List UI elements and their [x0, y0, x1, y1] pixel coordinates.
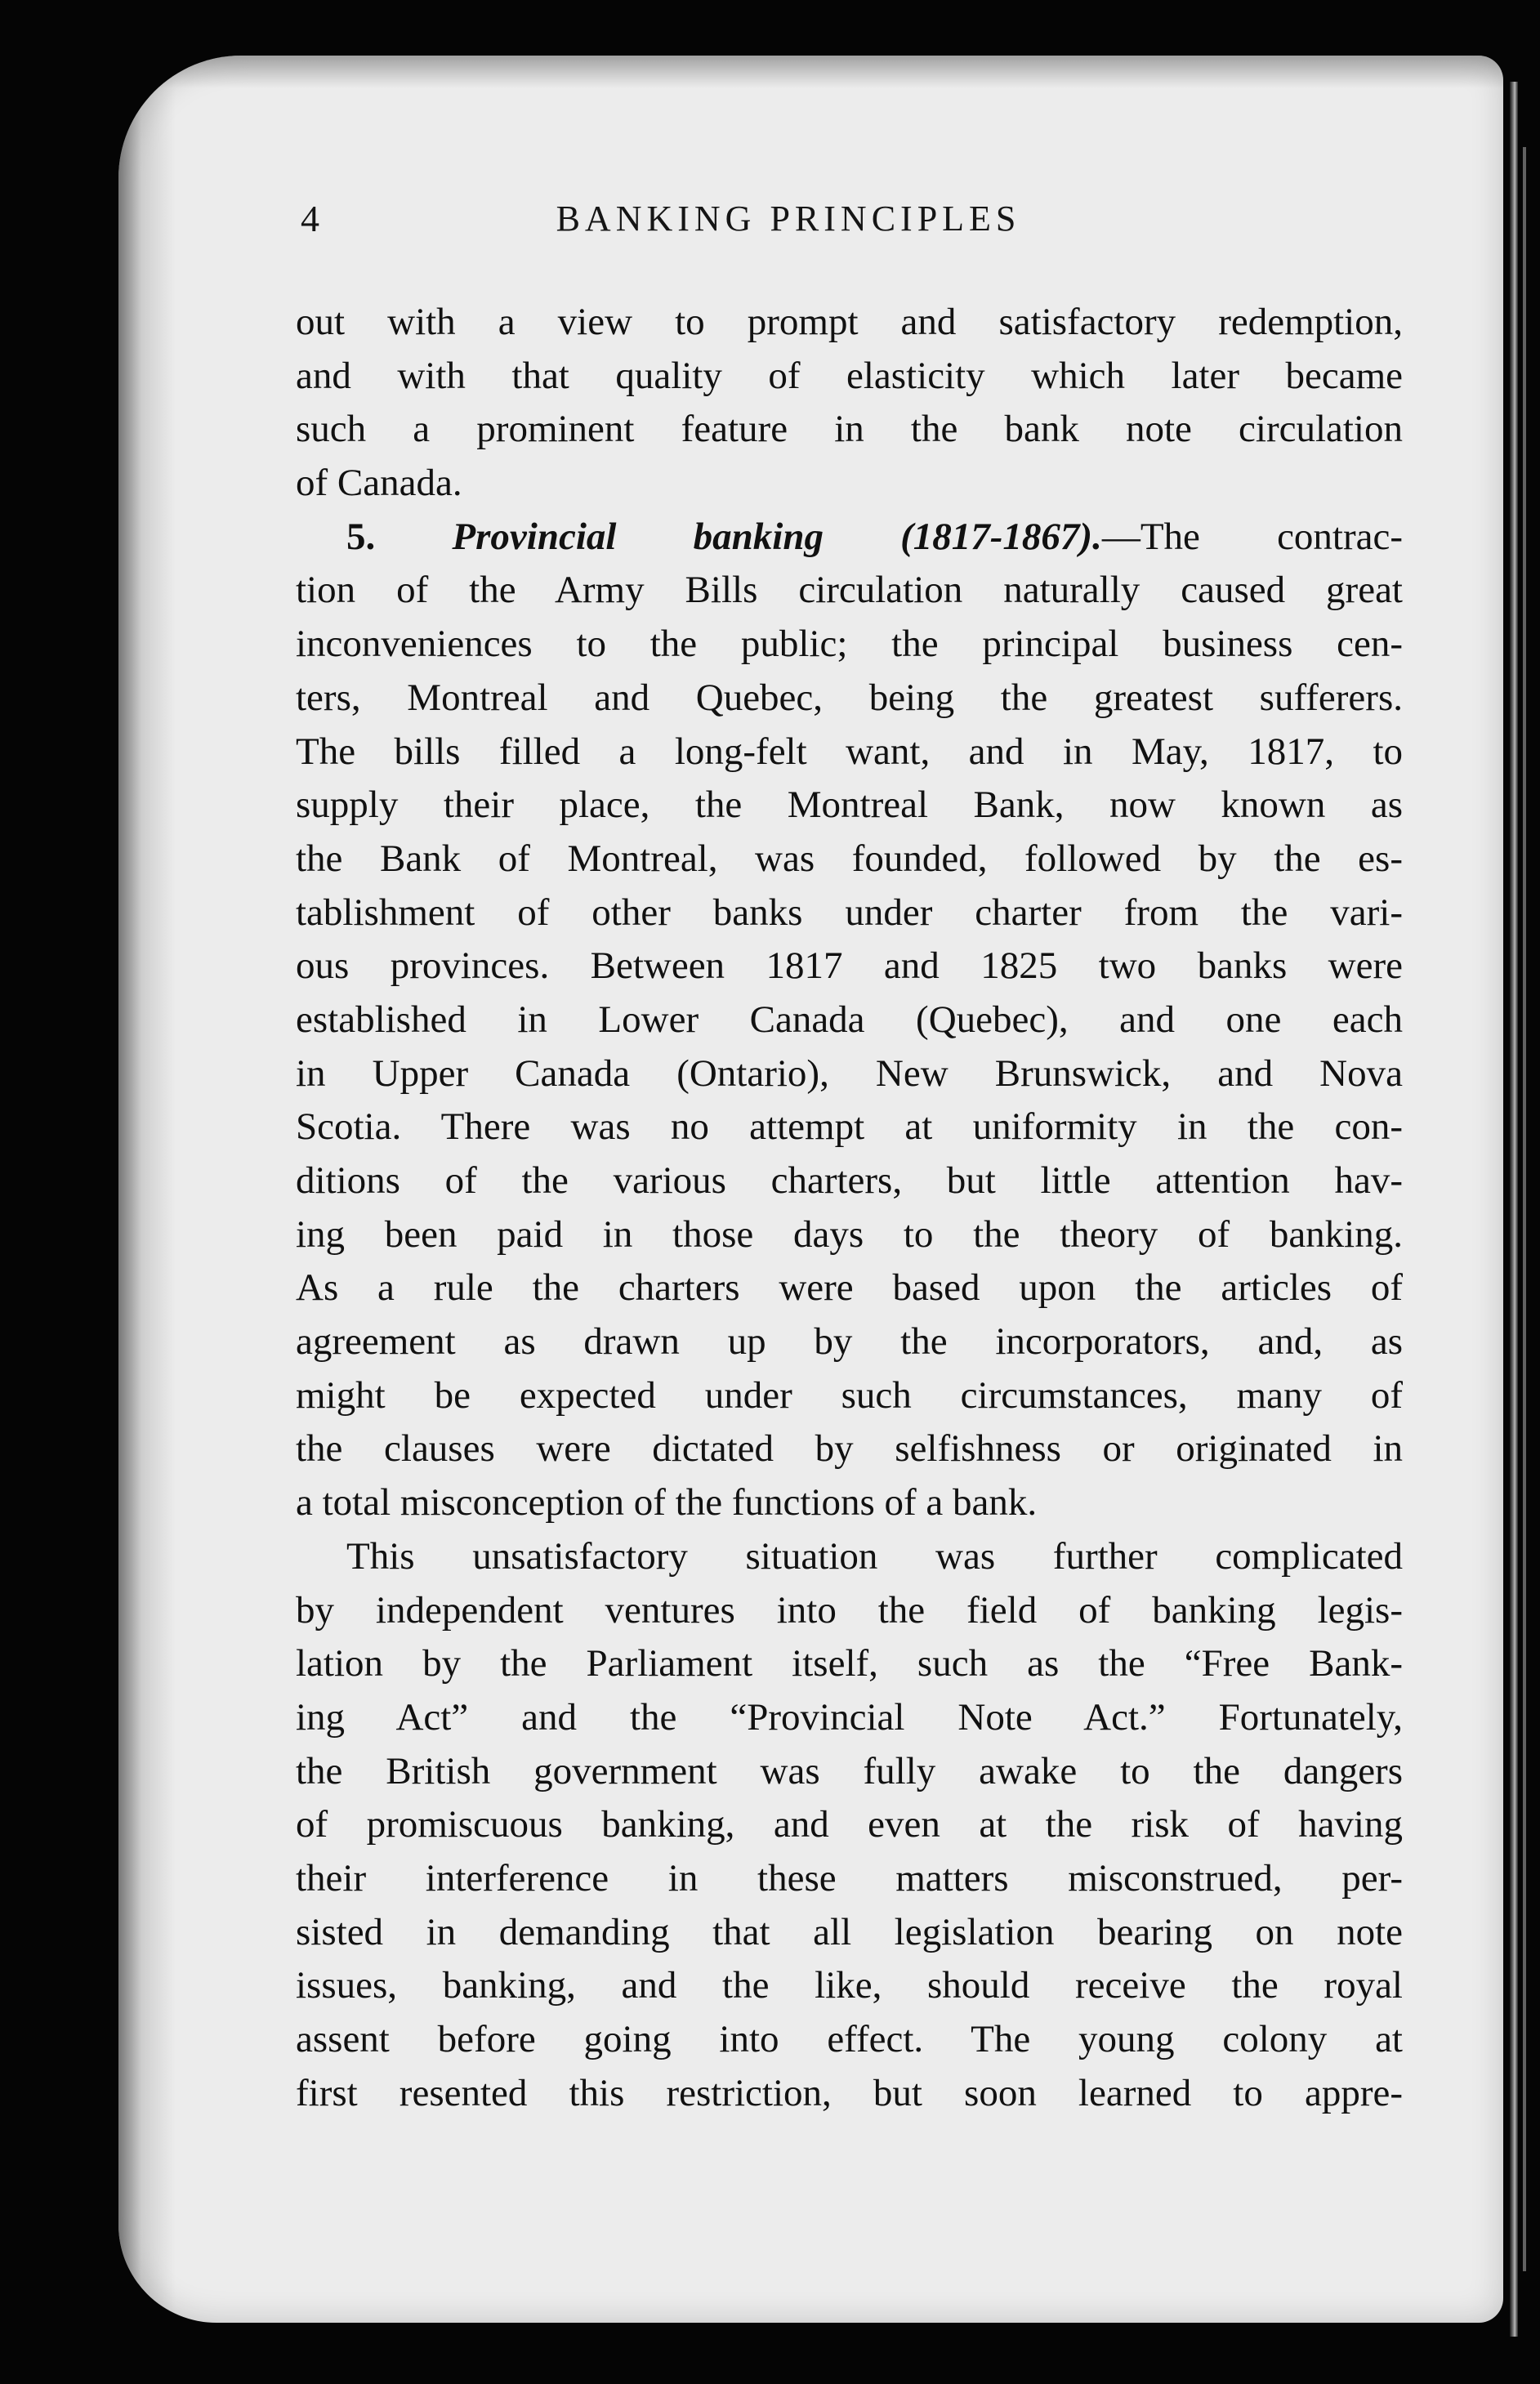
text-line — [296, 1369, 1403, 1423]
text-line — [296, 1852, 1403, 1906]
line-text: ing been paid in those days to the theory of banking. — [296, 1212, 1403, 1256]
body-text — [296, 296, 1403, 2120]
line-text: As a rule the charters were based upon the articles of — [296, 1266, 1403, 1310]
line-text: their interference in these matters misconstrued, per- — [296, 1856, 1403, 1900]
text-line — [296, 1959, 1403, 2013]
line-text: in Upper Canada (Ontario), New Brunswick, and Nova — [296, 1051, 1403, 1095]
line-text: The bills filled a long-felt want, and in May, 1817, to — [296, 730, 1403, 773]
line-text: of promiscuous banking, and even at the risk of having — [296, 1803, 1403, 1846]
text-line — [296, 1637, 1403, 1691]
line-text: issues, banking, and the like, should receive the royal — [296, 1964, 1403, 2007]
line-text: ditions of the various charters, but little attention hav- — [296, 1159, 1403, 1202]
text-line — [296, 672, 1403, 725]
text-line — [296, 2067, 1403, 2121]
line-text: This unsatisfactory situation was further complicated — [346, 1534, 1403, 1578]
text-line — [296, 1584, 1403, 1638]
text-line — [296, 511, 1403, 565]
line-text: sisted in demanding that all legislation bearing on note — [296, 1910, 1403, 1953]
text-line — [296, 564, 1403, 618]
text-line — [296, 993, 1403, 1047]
text-line — [296, 1261, 1403, 1315]
text-line — [296, 1530, 1403, 1584]
text-line — [296, 886, 1403, 940]
text-line — [296, 1208, 1403, 1262]
text-line — [296, 457, 1403, 511]
line-text: Scotia. There was no attempt at uniformity in the con- — [296, 1105, 1403, 1149]
line-text: established in Lower Canada (Quebec), and one each — [296, 998, 1403, 1041]
section-number: 5. — [346, 515, 453, 558]
line-text: tablishment of other banks under charter from the vari- — [296, 891, 1403, 934]
section-heading: Provincial banking (1817-1867). — [452, 515, 1102, 558]
text-line — [296, 1422, 1403, 1476]
line-text: a total misconception of the functions of a bank. — [296, 1481, 1038, 1525]
text-line — [296, 1476, 1403, 1530]
text-line — [296, 1100, 1403, 1154]
line-text: the British government was fully awake to the dangers — [296, 1749, 1403, 1792]
line-text: of Canada. — [296, 462, 462, 505]
text-line — [296, 1047, 1403, 1101]
line-text: by independent ventures into the field of banking legis- — [296, 1588, 1403, 1632]
line-text: ous provinces. Between 1817 and 1825 two banks were — [296, 944, 1403, 988]
line-text: first resented this restriction, but soon learned to appre- — [296, 2071, 1403, 2114]
text-line — [296, 1906, 1403, 1960]
text-line — [296, 1798, 1403, 1852]
line-text: —The contrac- — [1101, 515, 1403, 558]
line-text: tion of the Army Bills circulation naturally caused great — [296, 569, 1403, 612]
line-text: the clauses were dictated by selfishness or originated in — [296, 1427, 1403, 1471]
line-text: ing Act” and the “Provincial Note Act.” Fortunately, — [296, 1695, 1403, 1739]
line-text: agreement as drawn up by the incorporators, and, as — [296, 1320, 1403, 1364]
line-text: and with that quality of elasticity which later became — [296, 354, 1403, 397]
line-text: out with a view to prompt and satisfactory redemption, — [296, 301, 1403, 343]
text-line — [296, 833, 1403, 886]
text-line — [296, 1315, 1403, 1369]
line-text: inconveniences to the public; the principal business cen- — [296, 623, 1403, 666]
line-text: assent before going into effect. The young colony at — [296, 2018, 1403, 2060]
text-line — [296, 2013, 1403, 2067]
text-line — [296, 1691, 1403, 1745]
text-line — [296, 1745, 1403, 1799]
text-line — [296, 1154, 1403, 1208]
text-line — [296, 296, 1403, 350]
line-text: the Bank of Montreal, was founded, followed by the es- — [296, 837, 1403, 880]
text-line — [296, 618, 1403, 672]
text-line — [296, 779, 1403, 833]
text-line — [296, 940, 1403, 993]
running-head-title: BANKING PRINCIPLES — [556, 199, 1021, 239]
page-number: 4 — [301, 198, 319, 239]
line-text: might be expected under such circumstances, many of — [296, 1373, 1403, 1417]
running-head — [184, 194, 1393, 252]
line-text: such a prominent feature in the bank note circulation — [296, 408, 1403, 451]
line-text: lation by the Parliament itself, such as the “Free Bank- — [296, 1642, 1403, 1685]
text-line — [296, 350, 1403, 404]
text-line — [296, 725, 1403, 779]
line-text: ters, Montreal and Quebec, being the greatest sufferers. — [296, 676, 1403, 719]
text-line — [296, 403, 1403, 457]
next-page-edge-highlight — [1523, 147, 1526, 2271]
next-page-edge — [1510, 82, 1518, 2337]
line-text: supply their place, the Montreal Bank, now known as — [296, 784, 1403, 827]
